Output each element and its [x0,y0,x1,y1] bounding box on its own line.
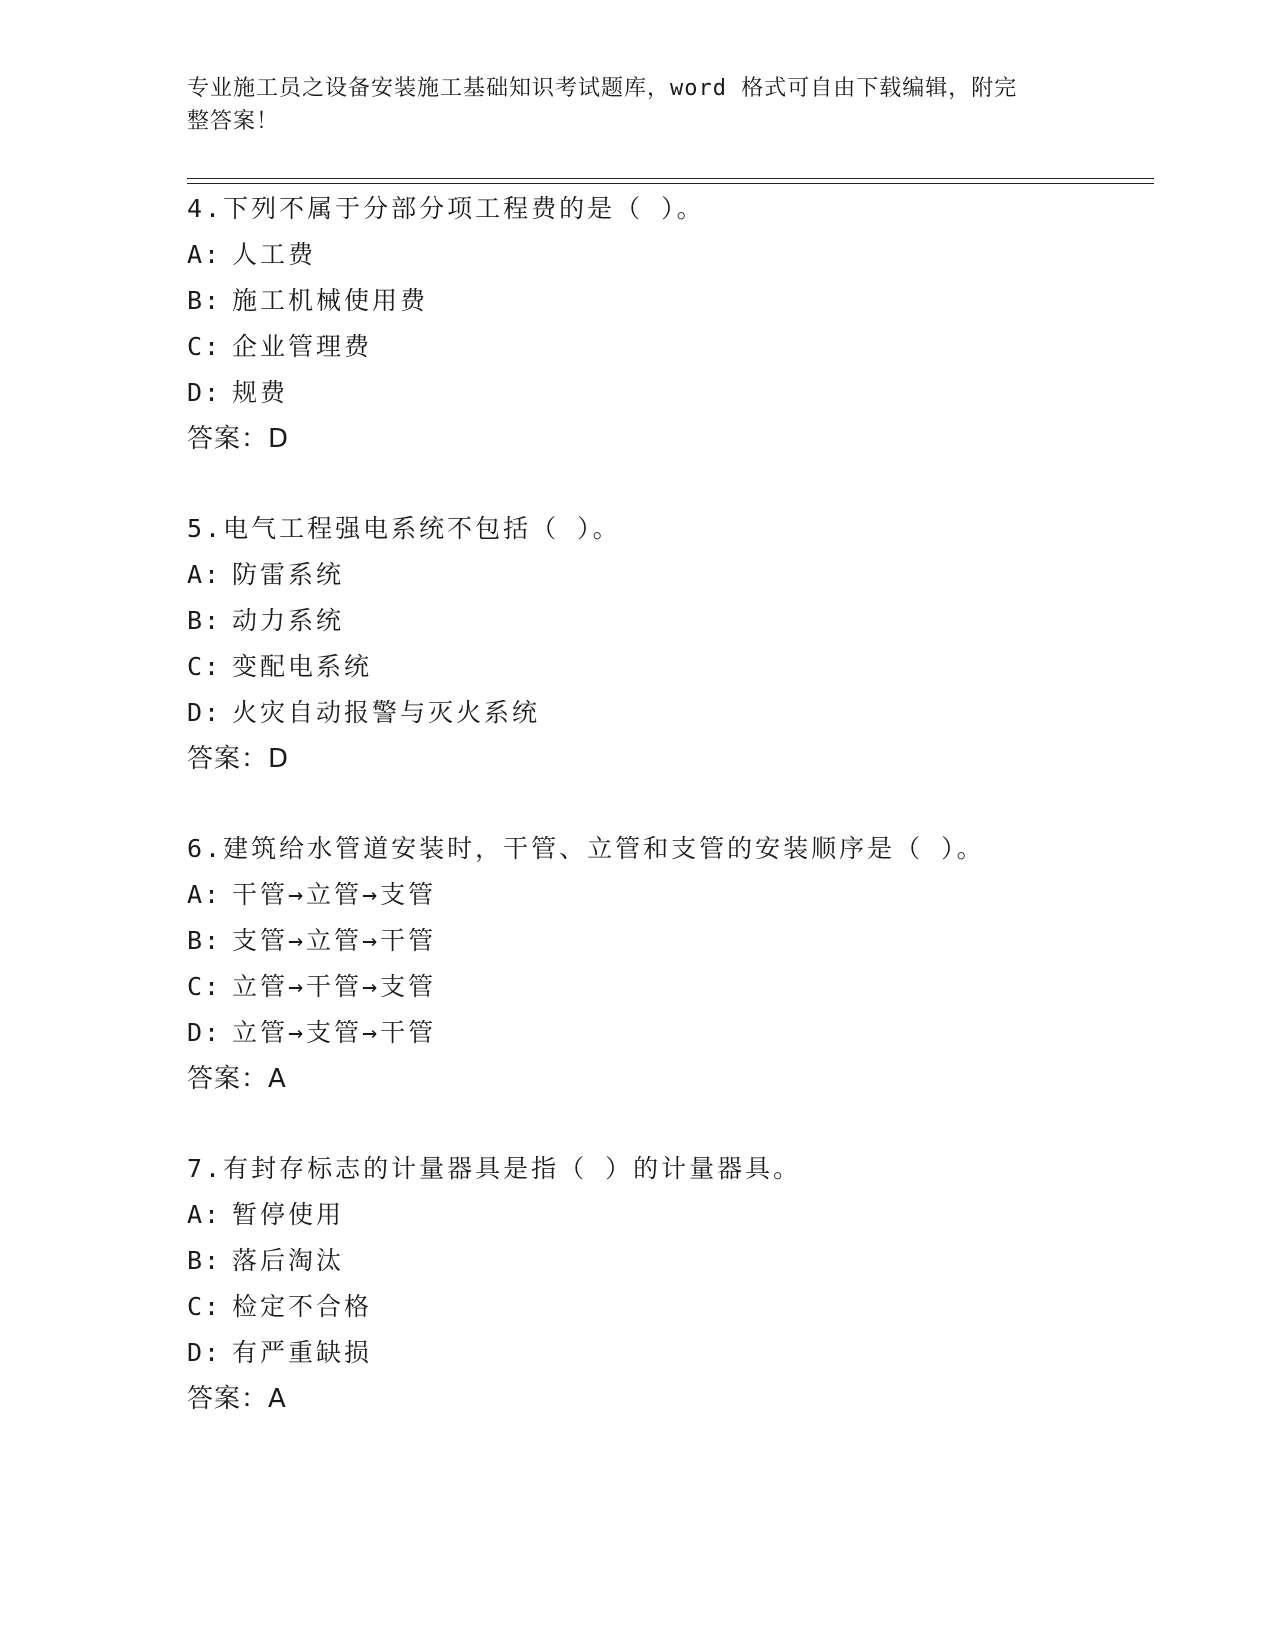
option-letter: B: [187,606,222,635]
option-b [187,598,1187,644]
option-text: 暂停使用 [232,1200,345,1229]
answer-line: 答案：D [187,744,290,774]
option-d [187,1330,1187,1376]
option-letter: B: [187,286,222,315]
option-text: 落后淘汰 [232,1246,345,1275]
option-c [187,644,1187,690]
option-text: 动力系统 [232,606,345,635]
option-letter: A: [187,1200,222,1229]
question-block [187,1146,1187,1422]
question-title: 6.建筑给水管道安装时，干管、立管和支管的安装顺序是（ ）。 [187,834,985,863]
header-line-1: 专业施工员之设备安装施工基础知识考试题库，word 格式可自由下载编辑，附完 [187,76,1018,101]
question-block [187,826,1187,1102]
option-text: 立管→支管→干管 [232,1018,437,1047]
option-d [187,370,1187,416]
option-d [187,1010,1187,1056]
option-c [187,1284,1187,1330]
option-text: 变配电系统 [232,652,373,681]
option-text: 人工费 [232,240,317,269]
option-letter: D: [187,1338,222,1367]
option-text: 干管→立管→支管 [232,880,437,909]
option-text: 规费 [232,378,289,407]
option-letter: A: [187,880,222,909]
answer-line: 答案：A [187,1384,287,1414]
option-c [187,964,1187,1010]
option-text: 企业管理费 [232,332,373,361]
option-a [187,872,1187,918]
option-text: 施工机械使用费 [232,286,429,315]
option-text: 防雷系统 [232,560,345,589]
document-header [187,72,1067,138]
option-letter: C: [187,652,222,681]
option-letter: D: [187,1018,222,1047]
answer-line: 答案：D [187,424,290,454]
option-letter: C: [187,1292,222,1321]
option-a [187,1192,1187,1238]
option-letter: C: [187,972,222,1001]
option-letter: B: [187,926,222,955]
option-letter: D: [187,698,222,727]
option-text: 支管→立管→干管 [232,926,437,955]
option-a [187,232,1187,278]
option-c [187,324,1187,370]
option-letter: C: [187,332,222,361]
header-divider-top [187,178,1154,179]
option-text: 立管→干管→支管 [232,972,437,1001]
header-line-2: 整答案！ [187,109,280,134]
option-letter: A: [187,560,222,589]
option-b [187,918,1187,964]
option-a [187,552,1187,598]
answer-line: 答案：A [187,1064,287,1094]
option-text: 有严重缺损 [232,1338,373,1367]
question-title: 5.电气工程强电系统不包括（ ）。 [187,514,621,543]
option-letter: D: [187,378,222,407]
question-block [187,506,1187,782]
option-b [187,1238,1187,1284]
question-title: 4.下列不属于分部分项工程费的是（ ）。 [187,194,705,223]
option-b [187,278,1187,324]
option-letter: A: [187,240,222,269]
option-letter: B: [187,1246,222,1275]
question-block [187,186,1187,462]
question-title: 7.有封存标志的计量器具是指（ ）的计量器具。 [187,1154,802,1183]
option-text: 火灾自动报警与灭火系统 [232,698,541,727]
option-text: 检定不合格 [232,1292,373,1321]
header-divider-bottom [187,183,1154,184]
option-d [187,690,1187,736]
